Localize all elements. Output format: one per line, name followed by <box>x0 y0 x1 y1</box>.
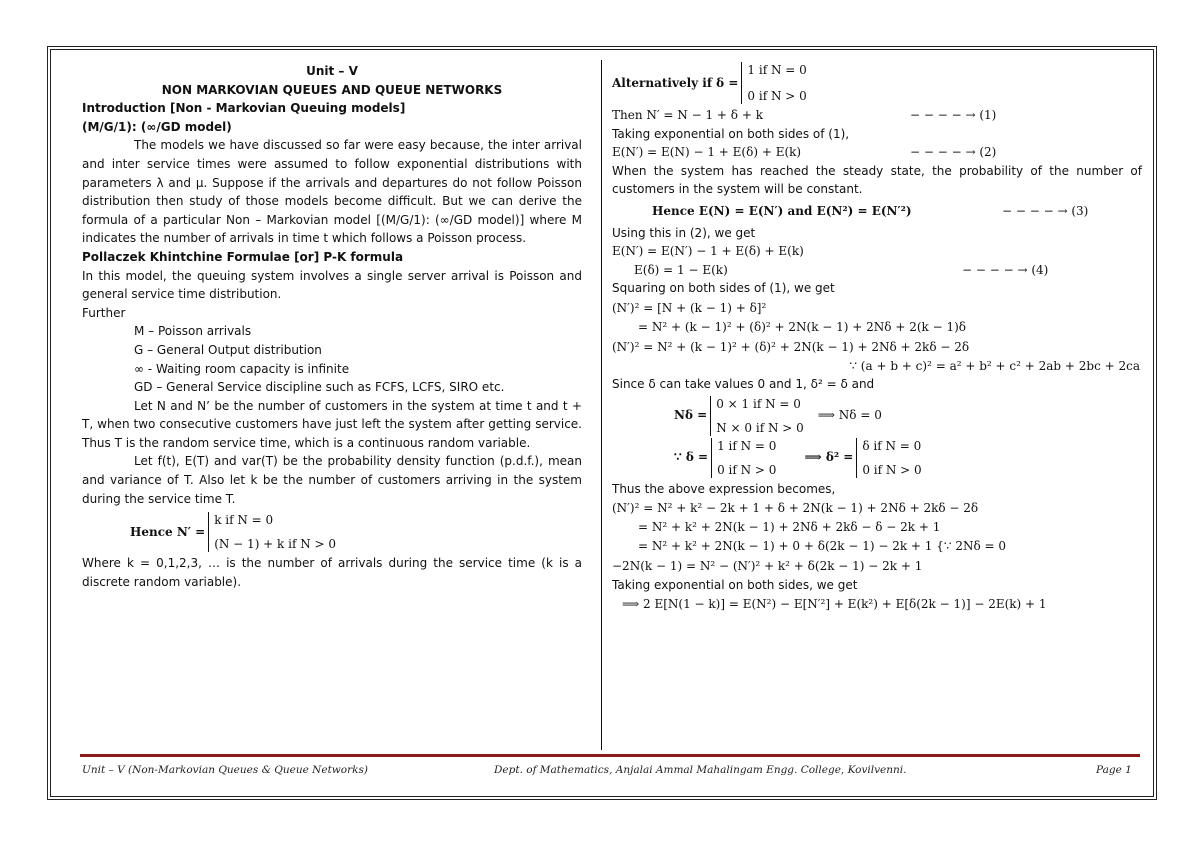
column-divider <box>601 60 602 750</box>
cases-bracket <box>208 512 336 552</box>
pk-formula-heading: Pollaczek Khintchine Formulae [or] P-K formula <box>82 249 404 264</box>
equation-text: Hence E(N) = E(N′) and E(N²) = E(N′²) <box>652 203 912 218</box>
model-heading: (M/G/1): (∞/GD model) <box>82 119 232 134</box>
case-line: N × 0 if N > 0 <box>716 420 804 435</box>
text-line: Taking exponential on both sides of (1), <box>612 126 850 141</box>
identity-line: ∵ (a + b + c)² = a² + b² + c² + 2ab + 2bc + 2ca <box>849 358 1140 373</box>
introduction-heading: Introduction [Non - Markovian Queuing models] <box>82 101 406 116</box>
footer-page-number: Page 1 <box>1096 764 1132 776</box>
equation-label: ⟹ δ² = <box>804 450 854 465</box>
equation-text: Then N′ = N − 1 + δ + k <box>612 108 763 122</box>
intro-paragraph: The models we have discussed so far were easy because, the inter arrival and inter service times were assumed to follow exponential distributions with parameters λ and μ. Suppose if the arrivals and departures do not follow Poisson distribution then study of those models become difficult. But we can derive the formula of a particular Non – Markovian model [(M/G/1): (∞/GD model)] where M indicates the number of arrivals in time t which follows a Poisson process. <box>82 138 582 246</box>
cases-bracket <box>741 62 806 104</box>
equation-line: = N² + k² + 2N(k − 1) + 0 + δ(2k − 1) − 2k + 1 {∵ 2Nδ = 0 <box>638 538 1007 553</box>
equation-line: (N′)² = [N + (k − 1) + δ]² <box>612 300 767 315</box>
equation-line: ⟹ 2 E[N(1 − k)] = E(N²) − E[N′²] + E(k²) + E[δ(2k − 1)] − 2E(k) + 1 <box>622 597 1047 612</box>
cases-bracket <box>711 438 776 478</box>
equation-tag: − − − − → (4) <box>962 262 1049 277</box>
text-line: Taking exponential on both sides, we get <box>612 577 858 592</box>
steady-state-paragraph: When the system has reached the steady state, the probability of the number of customers in the system will be constant. <box>612 163 1142 197</box>
text-line: Squaring on both sides of (1), we get <box>612 281 835 296</box>
alternative-equation <box>612 62 1142 104</box>
case-line: 0 if N > 0 <box>747 89 807 103</box>
equation-result: ⟹ Nδ = 0 <box>817 408 882 423</box>
footer-unit: Unit – V (Non-Markovian Queues & Queue Networks) <box>82 764 368 776</box>
case-line: 0 if N > 0 <box>717 462 777 477</box>
case-line: 1 if N = 0 <box>717 438 777 453</box>
left-column <box>82 62 582 591</box>
equation-1 <box>612 106 1142 125</box>
n-delta-equation <box>612 396 1142 436</box>
hence-equation <box>82 512 582 552</box>
chapter-heading: NON MARKOVIAN QUEUES AND QUEUE NETWORKS <box>161 82 503 97</box>
right-column <box>612 62 1142 614</box>
alternative-label: Alternatively if δ = <box>612 75 739 90</box>
footer-rule <box>80 754 1140 757</box>
equation-text: E(N′) = E(N) − 1 + E(δ) + E(k) <box>612 145 802 160</box>
equation-tag: − − − − → (1) <box>910 108 997 122</box>
cases-bracket <box>856 438 921 478</box>
equation-4 <box>612 261 1142 280</box>
pdf-paragraph: Let f(t), E(T) and var(T) be the probability density function (p.d.f.), mean and variance of T. Also let k be the number of customers arriving in the system during the service time T. <box>82 454 582 506</box>
text-line: Thus the above expression becomes, <box>612 481 836 496</box>
list-item: M – Poisson arrivals <box>134 324 252 339</box>
delta-equation <box>612 438 1142 478</box>
list-item: G – General Output distribution <box>134 342 322 357</box>
case-line: 1 if N = 0 <box>747 63 807 77</box>
equation-line: = N² + k² + 2N(k − 1) + 2Nδ + 2kδ − δ − 2k + 1 <box>638 520 941 535</box>
where-paragraph: Where k = 0,1,2,3, … is the number of arrivals during the service time (k is a discrete random variable). <box>82 556 582 589</box>
equation-line: = N² + (k − 1)² + (δ)² + 2N(k − 1) + 2Nδ + 2(k − 1)δ <box>638 319 967 334</box>
list-item: GD – General Service discipline such as FCFS, LCFS, SIRO etc. <box>134 380 505 395</box>
equation-3 <box>612 202 1142 221</box>
model-paragraph: In this model, the queuing system involves a single server arrival is Poisson and general service time distribution. <box>82 268 582 302</box>
equation-line: (N′)² = N² + k² − 2k + 1 + δ + 2N(k − 1) + 2Nδ + 2kδ − 2δ <box>612 501 979 516</box>
case-line: 0 × 1 if N = 0 <box>716 396 801 411</box>
footer-department: Dept. of Mathematics, Anjalai Ammal Mahalingam Engg. College, Kovilvenni. <box>494 764 907 776</box>
equation-label: Nδ = <box>674 408 708 423</box>
equation-tag: − − − − → (3) <box>1002 203 1089 218</box>
definition-paragraph: Let N and N’ be the number of customers in the system at time t and t + T, when two consecutive customers have just left the system after getting service. Thus T is the random service time, which is a continuous random variable. <box>82 398 582 450</box>
case-line: δ if N = 0 <box>862 438 922 453</box>
case-line: 0 if N > 0 <box>862 462 922 477</box>
list-item: ∞ - Waiting room capacity is infinite <box>134 361 350 376</box>
text-line: Using this in (2), we get <box>612 225 756 240</box>
equation-text: E(δ) = 1 − E(k) <box>634 262 728 277</box>
equation-2 <box>612 143 1142 162</box>
equation-label: ∵ δ = <box>674 450 709 465</box>
text-line: Since δ can take values 0 and 1, δ² = δ and <box>612 377 875 392</box>
cases-bracket <box>710 396 804 436</box>
case-line: k if N = 0 <box>214 513 274 528</box>
further-label: Further <box>82 305 126 320</box>
unit-title: Unit – V <box>306 64 358 78</box>
case-line: (N − 1) + k if N > 0 <box>214 537 337 552</box>
equation-line: (N′)² = N² + (k − 1)² + (δ)² + 2N(k − 1) + 2Nδ + 2kδ − 2δ <box>612 339 970 354</box>
equation-line: −2N(k − 1) = N² − (N′)² + k² + δ(2k − 1) − 2k + 1 <box>612 558 923 573</box>
hence-label: Hence N′ = <box>130 524 206 539</box>
equation-line: E(N′) = E(N′) − 1 + E(δ) + E(k) <box>612 244 804 259</box>
equation-tag: − − − − → (2) <box>910 145 997 160</box>
